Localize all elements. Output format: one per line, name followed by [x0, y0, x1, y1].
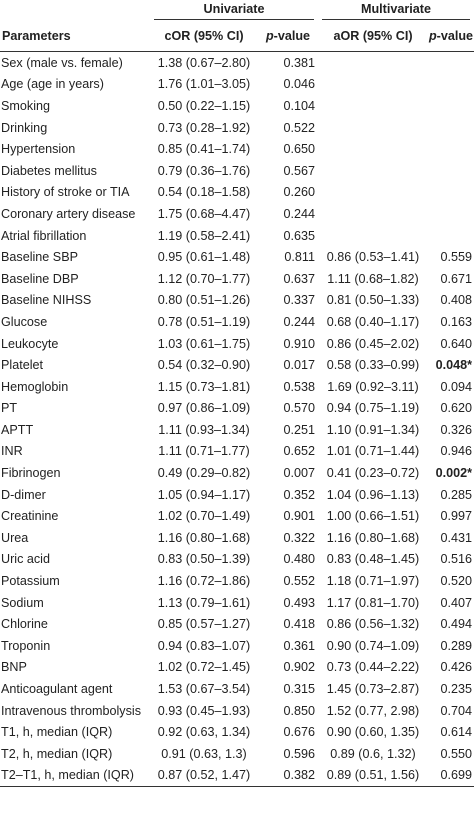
pvalue-multivariate-cell: 0.048* [435, 358, 472, 373]
parameter-cell: Baseline NIHSS [1, 293, 92, 308]
table-row [0, 462, 474, 484]
pvalue-univariate-cell: 0.382 [258, 765, 318, 787]
aor-cell: 0.90 (0.60, 1.35) [326, 725, 420, 740]
pvalue-univariate-cell: 0.381 [283, 55, 315, 70]
table-row [0, 721, 474, 743]
pvalue-multivariate-cell: 0.516 [440, 552, 472, 567]
pvalue-multivariate-cell [428, 182, 474, 204]
table-row [0, 570, 474, 592]
aor-cell: 1.69 (0.92–3.11) [327, 379, 419, 394]
pvalue-univariate-cell: 0.637 [283, 271, 315, 286]
pvalue-multivariate-cell [428, 117, 474, 139]
aor-cell: 1.10 (0.91–1.34) [326, 422, 420, 437]
pvalue-multivariate-cell: 0.640 [440, 336, 472, 351]
cor-cell: 1.38 (0.67–2.80) [157, 55, 251, 70]
parameter-cell: Urea [1, 530, 29, 545]
parameter-cell: Smoking [1, 98, 50, 113]
pvalue-univariate-cell: 0.480 [283, 552, 315, 567]
pvalue-univariate-cell: 0.538 [283, 379, 315, 394]
pvalue-univariate-cell: 0.104 [283, 98, 315, 113]
aor-cell: 0.94 (0.75–1.19) [326, 401, 420, 416]
pvalue-multivariate-cell [428, 138, 474, 160]
pvalue-univariate-cell: 0.811 [284, 250, 315, 265]
table-row [0, 246, 474, 268]
pvalue-univariate-cell: 0.901 [283, 509, 315, 524]
group-header-multivariate: Multivariate [318, 0, 474, 21]
parameter-cell: Atrial fibrillation [1, 228, 87, 243]
aor-cell: 0.83 (0.48–1.45) [326, 552, 420, 567]
pvalue-multivariate-cell: 0.426 [440, 660, 472, 675]
aor-cell: 0.89 (0.51, 1.56) [318, 765, 428, 787]
col-header-aor: aOR (95% CI) [318, 21, 428, 52]
pvalue-univariate-cell: 0.676 [283, 725, 315, 740]
cor-cell: 0.94 (0.83–1.07) [157, 638, 251, 653]
aor-cell [318, 138, 428, 160]
pvalue-univariate-cell: 0.650 [283, 142, 315, 157]
parameter-cell: Intravenous thrombolysis [1, 703, 141, 718]
aor-cell [318, 74, 428, 96]
aor-cell: 1.11 (0.68–1.82) [327, 271, 419, 286]
table-row [0, 678, 474, 700]
column-header-row [0, 21, 474, 52]
cor-cell: 1.19 (0.58–2.41) [157, 228, 251, 243]
pvalue-univariate-cell: 0.260 [283, 185, 315, 200]
aor-cell: 0.58 (0.33–0.99) [326, 358, 420, 373]
pvalue-multivariate-cell: 0.699 [428, 765, 474, 787]
cor-cell: 0.93 (0.45–1.93) [157, 703, 251, 718]
pvalue-multivariate-cell: 0.289 [440, 638, 472, 653]
parameter-cell: T2, h, median (IQR) [1, 746, 113, 761]
pvalue-multivariate-cell: 0.614 [440, 725, 472, 740]
pvalue-univariate-cell: 0.017 [283, 358, 315, 373]
table-row [0, 74, 474, 96]
pvalue-multivariate-cell: 0.002* [435, 466, 472, 481]
cor-cell: 1.16 (0.80–1.68) [157, 530, 251, 545]
aor-cell [318, 225, 428, 247]
pvalue-univariate-cell: 0.652 [283, 444, 315, 459]
aor-cell: 1.04 (0.96–1.13) [326, 487, 420, 502]
pvalue-multivariate-cell: 0.520 [440, 574, 472, 589]
cor-cell: 1.11 (0.93–1.34) [158, 422, 250, 437]
aor-cell: 1.16 (0.80–1.68) [326, 530, 420, 545]
table-row [0, 138, 474, 160]
parameter-cell: Creatinine [1, 509, 59, 524]
pvalue-univariate-cell: 0.337 [283, 293, 315, 308]
table-body [0, 52, 474, 787]
pvalue-multivariate-cell [428, 74, 474, 96]
pvalue-univariate-cell: 0.493 [283, 595, 315, 610]
parameter-cell: Drinking [1, 120, 48, 135]
cor-cell: 0.91 (0.63, 1.3) [161, 746, 247, 761]
aor-cell: 0.68 (0.40–1.17) [326, 314, 420, 329]
parameter-cell: Coronary artery disease [1, 206, 136, 221]
pvalue-multivariate-cell: 0.671 [440, 271, 472, 286]
pvalue-univariate-cell: 0.850 [283, 703, 315, 718]
pvalue-multivariate-cell [428, 160, 474, 182]
pvalue-univariate-cell: 0.635 [283, 228, 315, 243]
parameter-cell: APTT [1, 422, 34, 437]
col-header-pvalue-univariate: p-value [258, 21, 318, 52]
parameter-cell: Platelet [1, 358, 44, 373]
aor-cell [318, 182, 428, 204]
pvalue-multivariate-cell: 0.285 [440, 487, 472, 502]
parameter-cell: Age (age in years) [1, 77, 104, 92]
cor-cell: 0.54 (0.18–1.58) [157, 185, 251, 200]
cor-cell: 0.83 (0.50–1.39) [157, 552, 251, 567]
pvalue-multivariate-cell: 0.559 [440, 250, 472, 265]
aor-cell [318, 95, 428, 117]
cor-cell: 1.12 (0.70–1.77) [157, 271, 251, 286]
table-row [0, 117, 474, 139]
table-row [0, 182, 474, 204]
cor-cell: 1.53 (0.67–3.54) [157, 682, 251, 697]
cor-cell: 0.73 (0.28–1.92) [157, 120, 251, 135]
pvalue-univariate-cell: 0.902 [283, 660, 315, 675]
aor-cell [318, 160, 428, 182]
aor-cell: 1.45 (0.73–2.87) [326, 682, 420, 697]
table-row [0, 441, 474, 463]
pvalue-multivariate-cell: 0.704 [440, 703, 472, 718]
pvalue-univariate-cell: 0.570 [283, 401, 315, 416]
aor-cell: 0.90 (0.74–1.09) [326, 638, 420, 653]
parameter-cell: T2–T1, h, median (IQR) [0, 765, 150, 787]
pvalue-multivariate-cell: 0.163 [440, 314, 472, 329]
table-row [0, 160, 474, 182]
group-header-row [0, 0, 474, 21]
parameter-cell: Anticoagulant agent [1, 682, 113, 697]
col-header-parameters: Parameters [0, 21, 150, 52]
pvalue-multivariate-cell: 0.431 [440, 530, 472, 545]
col-header-pvalue-multivariate: p-value [428, 21, 474, 52]
aor-cell: 1.18 (0.71–1.97) [326, 574, 420, 589]
aor-cell: 1.00 (0.66–1.51) [326, 509, 420, 524]
parameter-cell: Baseline SBP [1, 250, 79, 265]
cor-cell: 0.78 (0.51–1.19) [157, 314, 251, 329]
cor-cell: 0.54 (0.32–0.90) [157, 358, 251, 373]
cor-cell: 0.92 (0.63, 1.34) [157, 725, 251, 740]
pvalue-univariate-cell: 0.007 [283, 466, 315, 481]
pvalue-multivariate-cell: 0.946 [440, 444, 472, 459]
cor-cell: 1.05 (0.94–1.17) [157, 487, 251, 502]
pvalue-univariate-cell: 0.522 [283, 120, 315, 135]
group-header-univariate: Univariate [150, 0, 318, 21]
cor-cell: 1.02 (0.70–1.49) [157, 509, 251, 524]
parameter-cell: BNP [1, 660, 27, 675]
pvalue-multivariate-cell: 0.620 [440, 401, 472, 416]
aor-cell [318, 117, 428, 139]
table-row [0, 527, 474, 549]
parameter-cell: Baseline DBP [1, 271, 79, 286]
cor-cell: 0.97 (0.86–1.09) [157, 401, 251, 416]
parameter-cell: T1, h, median (IQR) [1, 725, 113, 740]
pvalue-univariate-cell: 0.244 [283, 314, 315, 329]
table-row [0, 290, 474, 312]
parameter-cell: Diabetes mellitus [1, 163, 97, 178]
aor-cell: 0.86 (0.45–2.02) [326, 336, 420, 351]
parameter-cell: D-dimer [1, 487, 46, 502]
pvalue-multivariate-cell: 0.407 [440, 595, 472, 610]
pvalue-multivariate-cell: 0.235 [440, 682, 472, 697]
table-row [0, 592, 474, 614]
parameter-cell: INR [1, 444, 23, 459]
parameter-cell: Potassium [1, 574, 60, 589]
table-row [0, 376, 474, 398]
table-row [0, 635, 474, 657]
parameter-cell: PT [1, 401, 18, 416]
table-row [0, 743, 474, 765]
parameter-cell: Hypertension [1, 142, 76, 157]
cor-cell: 1.16 (0.72–1.86) [157, 574, 251, 589]
cor-cell: 1.11 (0.71–1.77) [158, 444, 250, 459]
aor-cell: 0.73 (0.44–2.22) [326, 660, 420, 675]
pvalue-multivariate-cell: 0.408 [440, 293, 472, 308]
table-row [0, 95, 474, 117]
pvalue-multivariate-cell [428, 52, 474, 74]
pvalue-multivariate-cell [428, 95, 474, 117]
aor-cell [318, 52, 428, 74]
pvalue-univariate-cell: 0.251 [283, 422, 315, 437]
pvalue-univariate-cell: 0.361 [283, 638, 315, 653]
pvalue-multivariate-cell: 0.997 [440, 509, 472, 524]
cor-cell: 1.03 (0.61–1.75) [157, 336, 251, 351]
aor-cell [318, 203, 428, 225]
cor-cell: 0.85 (0.41–1.74) [157, 142, 251, 157]
pvalue-univariate-cell: 0.910 [283, 336, 315, 351]
parameter-cell: Leukocyte [1, 336, 59, 351]
cor-cell: 0.85 (0.57–1.27) [157, 617, 251, 632]
table-row [0, 657, 474, 679]
parameter-cell: Troponin [1, 638, 51, 653]
table-row [0, 549, 474, 571]
pvalue-multivariate-cell: 0.494 [440, 617, 472, 632]
pvalue-multivariate-cell: 0.326 [440, 422, 472, 437]
pvalue-univariate-cell: 0.322 [283, 530, 315, 545]
parameter-cell: Sex (male vs. female) [1, 55, 123, 70]
pvalue-univariate-cell: 0.352 [283, 487, 315, 502]
aor-cell: 1.01 (0.71–1.44) [326, 444, 420, 459]
table-row [0, 311, 474, 333]
cor-cell: 1.75 (0.68–4.47) [157, 206, 251, 221]
cor-cell: 0.87 (0.52, 1.47) [150, 765, 258, 787]
parameter-cell: Chlorine [1, 617, 48, 632]
cor-cell: 1.15 (0.73–1.81) [157, 379, 251, 394]
parameter-cell: Hemoglobin [1, 379, 69, 394]
table-row [0, 484, 474, 506]
aor-cell: 0.41 (0.23–0.72) [326, 466, 420, 481]
pvalue-univariate-cell: 0.552 [283, 574, 315, 589]
table-row [0, 52, 474, 74]
cor-cell: 1.02 (0.72–1.45) [157, 660, 251, 675]
cor-cell: 1.76 (1.01–3.05) [157, 77, 251, 92]
pvalue-univariate-cell: 0.244 [283, 206, 315, 221]
parameter-cell: History of stroke or TIA [1, 185, 130, 200]
pvalue-univariate-cell: 0.046 [283, 77, 315, 92]
aor-cell: 1.17 (0.81–1.70) [326, 595, 420, 610]
cor-cell: 1.13 (0.79–1.61) [157, 595, 251, 610]
table-row [0, 505, 474, 527]
parameter-cell: Uric acid [1, 552, 50, 567]
cor-cell: 0.80 (0.51–1.26) [157, 293, 251, 308]
table-row [0, 268, 474, 290]
table-row [0, 203, 474, 225]
pvalue-multivariate-cell [428, 225, 474, 247]
cor-cell: 0.49 (0.29–0.82) [157, 466, 251, 481]
pvalue-multivariate-cell: 0.094 [440, 379, 472, 394]
group-spacer [0, 0, 150, 21]
parameter-cell: Glucose [1, 314, 48, 329]
table-row [0, 613, 474, 635]
pvalue-univariate-cell: 0.567 [283, 163, 315, 178]
table-row [0, 225, 474, 247]
table-row [0, 700, 474, 722]
aor-cell: 0.86 (0.53–1.41) [326, 250, 420, 265]
parameter-cell: Sodium [1, 595, 44, 610]
aor-cell: 0.89 (0.6, 1.32) [330, 746, 416, 761]
cor-cell: 0.50 (0.22–1.15) [157, 98, 251, 113]
aor-cell: 0.81 (0.50–1.33) [326, 293, 420, 308]
aor-cell: 1.52 (0.77, 2.98) [326, 703, 420, 718]
cor-cell: 0.79 (0.36–1.76) [157, 163, 251, 178]
cor-cell: 0.95 (0.61–1.48) [157, 250, 251, 265]
pvalue-univariate-cell: 0.596 [283, 746, 315, 761]
table-row [0, 354, 474, 376]
pvalue-univariate-cell: 0.315 [283, 682, 315, 697]
table-row [0, 398, 474, 420]
table-row [0, 765, 474, 787]
col-header-cor: cOR (95% CI) [150, 21, 258, 52]
pvalue-multivariate-cell [428, 203, 474, 225]
parameter-cell: Fibrinogen [1, 466, 61, 481]
pvalue-multivariate-cell: 0.550 [440, 746, 472, 761]
table-row [0, 419, 474, 441]
table-row [0, 333, 474, 355]
aor-cell: 0.86 (0.56–1.32) [326, 617, 420, 632]
pvalue-univariate-cell: 0.418 [283, 617, 315, 632]
